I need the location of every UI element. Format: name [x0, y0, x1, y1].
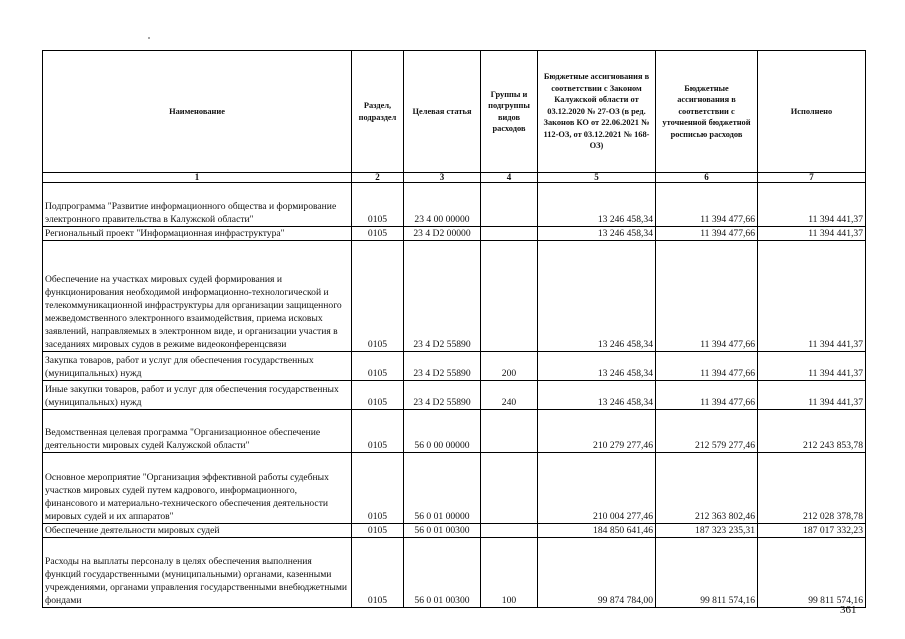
row-executed-amount: 212 243 853,78 [758, 410, 866, 453]
row-refined-amount: 11 394 477,66 [656, 241, 758, 352]
column-number: 3 [404, 173, 481, 183]
column-number: 5 [538, 173, 656, 183]
row-group: 240 [481, 381, 538, 410]
row-law-amount: 13 246 458,34 [538, 352, 656, 381]
row-article: 56 0 01 00300 [404, 538, 481, 608]
row-refined-amount: 11 394 477,66 [656, 183, 758, 227]
row-executed-amount: 187 017 332,23 [758, 524, 866, 538]
row-section: 0105 [352, 227, 404, 241]
row-law-amount: 13 246 458,34 [538, 381, 656, 410]
row-article: 23 4 D2 55890 [404, 241, 481, 352]
row-group [481, 241, 538, 352]
row-section: 0105 [352, 381, 404, 410]
row-name: Обеспечение на участках мировых судей формирования и функционирования необходимой информационно-технологической и телекоммуникационной инфраструктуры для организации защищенного межведомственного электронного взаимодействия, приема исковых заявлений, направляемых в электронном виде, и организации участия в заседаниях мировых судов в режиме видеоконференцсвязи [43, 241, 352, 352]
column-number: 1 [43, 173, 352, 183]
column-number: 2 [352, 173, 404, 183]
row-article: 23 4 D2 55890 [404, 381, 481, 410]
row-law-amount: 13 246 458,34 [538, 183, 656, 227]
row-refined-amount: 187 323 235,31 [656, 524, 758, 538]
table-row [43, 453, 866, 524]
header-article: Целевая статья [404, 51, 481, 173]
row-article: 56 0 01 00300 [404, 524, 481, 538]
column-number: 4 [481, 173, 538, 183]
row-name: Основное мероприятие "Организация эффективной работы судебных участков мировых судей путем кадрового, информационного, финансового и материально-технического обеспечения деятельности мировых судей и их аппаратов" [43, 453, 352, 524]
column-number: 7 [758, 173, 866, 183]
row-name: Расходы на выплаты персоналу в целях обеспечения выполнения функций государственными (муниципальными) органами, казенными учреждениями, органами управления государственными внебюджетными фондами [43, 538, 352, 608]
row-name: Иные закупки товаров, работ и услуг для обеспечения государственных (муниципальных) нужд [43, 381, 352, 410]
row-law-amount: 13 246 458,34 [538, 227, 656, 241]
row-group [481, 227, 538, 241]
row-section: 0105 [352, 410, 404, 453]
row-section: 0105 [352, 524, 404, 538]
row-refined-amount: 212 363 802,46 [656, 453, 758, 524]
row-section: 0105 [352, 453, 404, 524]
row-executed-amount: 11 394 441,37 [758, 227, 866, 241]
row-executed-amount: 11 394 441,37 [758, 241, 866, 352]
row-section: 0105 [352, 538, 404, 608]
budget-table [42, 50, 866, 608]
row-law-amount: 210 279 277,46 [538, 410, 656, 453]
column-number: 6 [656, 173, 758, 183]
row-name: Закупка товаров, работ и услуг для обеспечения государственных (муниципальных) нужд [43, 352, 352, 381]
row-group [481, 410, 538, 453]
row-executed-amount: 11 394 441,37 [758, 183, 866, 227]
table-row [43, 227, 866, 241]
table-row [43, 524, 866, 538]
header-law-allocations: Бюджетные ассигнования в соответствии с Законом Калужской области от 03.12.2020 № 27-ОЗ (в ред. Законов КО от 22.06.2021 № 112-ОЗ, от 03.12.2021 № 168-ОЗ) [538, 51, 656, 173]
row-article: 23 4 D2 55890 [404, 352, 481, 381]
row-section: 0105 [352, 352, 404, 381]
row-article: 23 4 D2 00000 [404, 227, 481, 241]
row-section: 0105 [352, 241, 404, 352]
row-article: 56 0 01 00000 [404, 453, 481, 524]
row-law-amount: 13 246 458,34 [538, 241, 656, 352]
row-name: Обеспечение деятельности мировых судей [43, 524, 352, 538]
row-group [481, 524, 538, 538]
header-section: Раздел, подраздел [352, 51, 404, 173]
row-executed-amount: 11 394 441,37 [758, 352, 866, 381]
header-name: Наименование [43, 51, 352, 173]
row-law-amount: 99 874 784,00 [538, 538, 656, 608]
row-name: Подпрограмма "Развитие информационного общества и формирование электронного правительства в Калужской области" [43, 183, 352, 227]
header-executed: Исполнено [758, 51, 866, 173]
table-row [43, 538, 866, 608]
row-executed-amount: 11 394 441,37 [758, 381, 866, 410]
header-refined-allocations: Бюджетные ассигнования в соответствии с уточненной бюджетной росписью расходов [656, 51, 758, 173]
row-refined-amount: 99 811 574,16 [656, 538, 758, 608]
page-number: 361 [840, 604, 857, 616]
scan-speck [148, 37, 150, 39]
row-section: 0105 [352, 183, 404, 227]
table-row [43, 352, 866, 381]
row-article: 56 0 00 00000 [404, 410, 481, 453]
row-article: 23 4 00 00000 [404, 183, 481, 227]
row-name: Региональный проект "Информационная инфраструктура" [43, 227, 352, 241]
header-groups: Группы и подгруппы видов расходов [481, 51, 538, 173]
row-law-amount: 184 850 641,46 [538, 524, 656, 538]
table-row [43, 183, 866, 227]
row-group: 200 [481, 352, 538, 381]
row-refined-amount: 11 394 477,66 [656, 227, 758, 241]
column-number-row [43, 173, 866, 183]
row-refined-amount: 212 579 277,46 [656, 410, 758, 453]
row-refined-amount: 11 394 477,66 [656, 381, 758, 410]
row-group [481, 183, 538, 227]
header-row [43, 51, 866, 173]
table-row [43, 410, 866, 453]
row-executed-amount: 99 811 574,16 [758, 538, 866, 608]
row-law-amount: 210 004 277,46 [538, 453, 656, 524]
row-group: 100 [481, 538, 538, 608]
row-group [481, 453, 538, 524]
table-row [43, 381, 866, 410]
row-refined-amount: 11 394 477,66 [656, 352, 758, 381]
table-row [43, 241, 866, 352]
row-executed-amount: 212 028 378,78 [758, 453, 866, 524]
row-name: Ведомственная целевая программа "Организационное обеспечение деятельности мировых судей Калужской области" [43, 410, 352, 453]
